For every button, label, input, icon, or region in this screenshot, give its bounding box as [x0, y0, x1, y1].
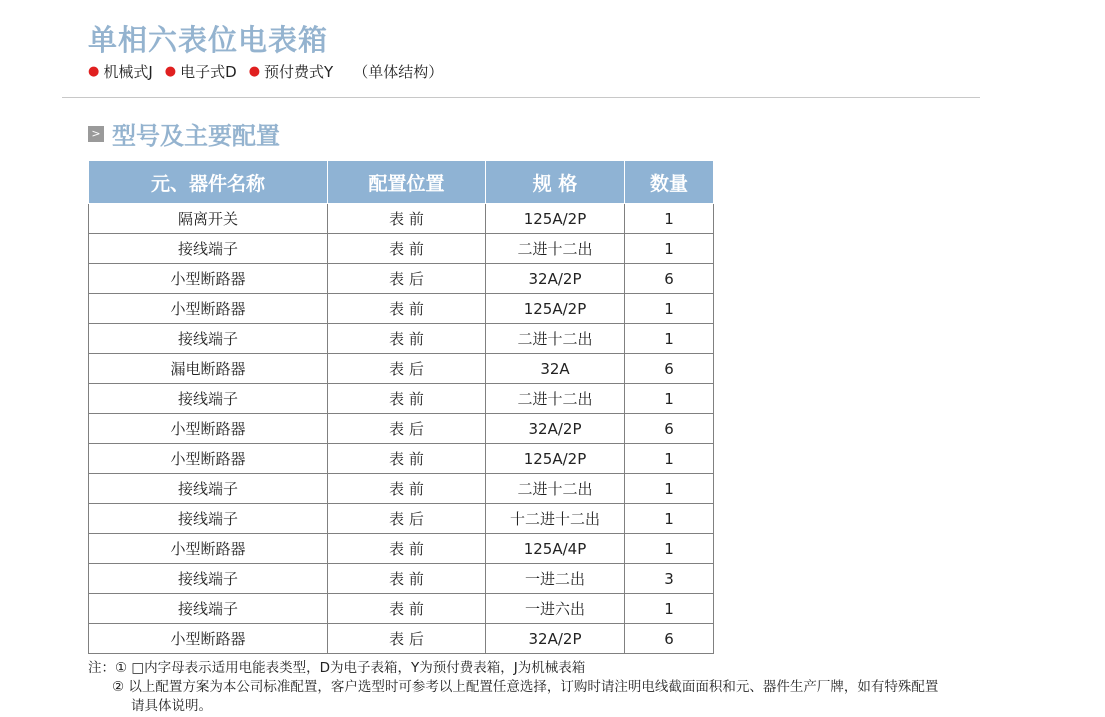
cell-spec: 125A/2P: [486, 444, 625, 474]
cell-name: 小型断路器: [89, 294, 328, 324]
table-row: [89, 504, 714, 534]
cell-position: 表 前: [328, 474, 486, 504]
table-row: [89, 474, 714, 504]
cell-name: 小型断路器: [89, 414, 328, 444]
type-item: [88, 61, 153, 82]
table-body: [89, 204, 714, 654]
cell-spec: 32A: [486, 354, 625, 384]
cell-spec: 一进六出: [486, 594, 625, 624]
table-row: [89, 534, 714, 564]
table-row: [89, 624, 714, 654]
table-row: [89, 264, 714, 294]
cell-name: 小型断路器: [89, 444, 328, 474]
cell-name: 隔离开关: [89, 204, 328, 234]
cell-position: 表 前: [328, 534, 486, 564]
cell-name: 接线端子: [89, 384, 328, 414]
table-row: [89, 564, 714, 594]
cell-spec: 二进十二出: [486, 324, 625, 354]
type-label: 机械式J: [103, 63, 153, 81]
cell-quantity: 1: [625, 594, 714, 624]
chevron-right-icon: >: [88, 126, 104, 142]
table-row: [89, 294, 714, 324]
column-header-name: 元、器件名称: [89, 161, 328, 204]
cell-quantity: 6: [625, 264, 714, 294]
cell-quantity: 3: [625, 564, 714, 594]
cell-name: 小型断路器: [89, 264, 328, 294]
cell-quantity: 1: [625, 384, 714, 414]
cell-quantity: 1: [625, 474, 714, 504]
cell-position: 表 后: [328, 414, 486, 444]
cell-position: 表 前: [328, 294, 486, 324]
cell-position: 表 前: [328, 444, 486, 474]
cell-spec: 二进十二出: [486, 384, 625, 414]
cell-name: 接线端子: [89, 324, 328, 354]
cell-spec: 32A/2P: [486, 414, 625, 444]
cell-spec: 二进十二出: [486, 234, 625, 264]
table-row: [89, 354, 714, 384]
column-header-quantity: 数量: [625, 161, 714, 204]
cell-quantity: 1: [625, 324, 714, 354]
table-header-row: [89, 161, 714, 204]
cell-quantity: 1: [625, 444, 714, 474]
table-row: [89, 324, 714, 354]
cell-quantity: 6: [625, 414, 714, 444]
cell-quantity: 1: [625, 534, 714, 564]
type-item: [165, 61, 237, 82]
cell-name: 接线端子: [89, 234, 328, 264]
table-row: [89, 594, 714, 624]
cell-quantity: 6: [625, 354, 714, 384]
table-row: [89, 204, 714, 234]
cell-position: 表 前: [328, 594, 486, 624]
cell-position: 表 后: [328, 624, 486, 654]
cell-name: 接线端子: [89, 564, 328, 594]
note-line: 注：① □内字母表示适用电能表类型，D为电子表箱，Y为预付费表箱，J为机械表箱: [88, 660, 586, 676]
cell-name: 接线端子: [89, 504, 328, 534]
cell-spec: 十二进十二出: [486, 504, 625, 534]
config-table: [88, 160, 714, 654]
cell-name: 漏电断路器: [89, 354, 328, 384]
divider: [62, 97, 980, 98]
cell-spec: 125A/4P: [486, 534, 625, 564]
cell-position: 表 后: [328, 264, 486, 294]
cell-position: 表 前: [328, 564, 486, 594]
cell-name: 接线端子: [89, 474, 328, 504]
bullet-icon: ●: [248, 64, 261, 79]
cell-quantity: 1: [625, 204, 714, 234]
table-row: [89, 414, 714, 444]
cell-spec: 32A/2P: [486, 264, 625, 294]
bullet-icon: ●: [164, 64, 177, 79]
cell-spec: 二进十二出: [486, 474, 625, 504]
cell-name: 小型断路器: [89, 624, 328, 654]
cell-quantity: 1: [625, 294, 714, 324]
cell-position: 表 前: [328, 384, 486, 414]
type-item: [249, 61, 334, 82]
cell-quantity: 6: [625, 624, 714, 654]
cell-position: 表 前: [328, 234, 486, 264]
cell-position: 表 后: [328, 354, 486, 384]
type-label: 电子式D: [180, 63, 237, 81]
cell-position: 表 后: [328, 504, 486, 534]
column-header-position: 配置位置: [328, 161, 486, 204]
column-header-spec: 规 格: [486, 161, 625, 204]
cell-name: 小型断路器: [89, 534, 328, 564]
cell-spec: 125A/2P: [486, 294, 625, 324]
section-title: 型号及主要配置: [112, 122, 280, 150]
structure-label: （单体结构）: [353, 63, 444, 81]
cell-quantity: 1: [625, 504, 714, 534]
cell-spec: 125A/2P: [486, 204, 625, 234]
cell-quantity: 1: [625, 234, 714, 264]
section-header: [88, 116, 280, 151]
bullet-icon: ●: [88, 64, 100, 79]
cell-spec: 32A/2P: [486, 624, 625, 654]
type-list: [88, 61, 443, 82]
page-title: 单相六表位电表箱: [88, 23, 329, 57]
notes: [88, 659, 938, 716]
table-row: [89, 384, 714, 414]
note-line: ② 以上配置方案为本公司标准配置，客户选型时可参考以上配置任意选择，订购时请注明电线截面面积和元、器件生产厂牌，如有特殊配置: [112, 679, 939, 695]
cell-name: 接线端子: [89, 594, 328, 624]
cell-position: 表 前: [328, 324, 486, 354]
cell-spec: 一进二出: [486, 564, 625, 594]
type-label: 预付费式Y: [264, 63, 334, 81]
table-row: [89, 444, 714, 474]
cell-position: 表 前: [328, 204, 486, 234]
table-row: [89, 234, 714, 264]
note-line: 请具体说明。: [131, 698, 212, 714]
